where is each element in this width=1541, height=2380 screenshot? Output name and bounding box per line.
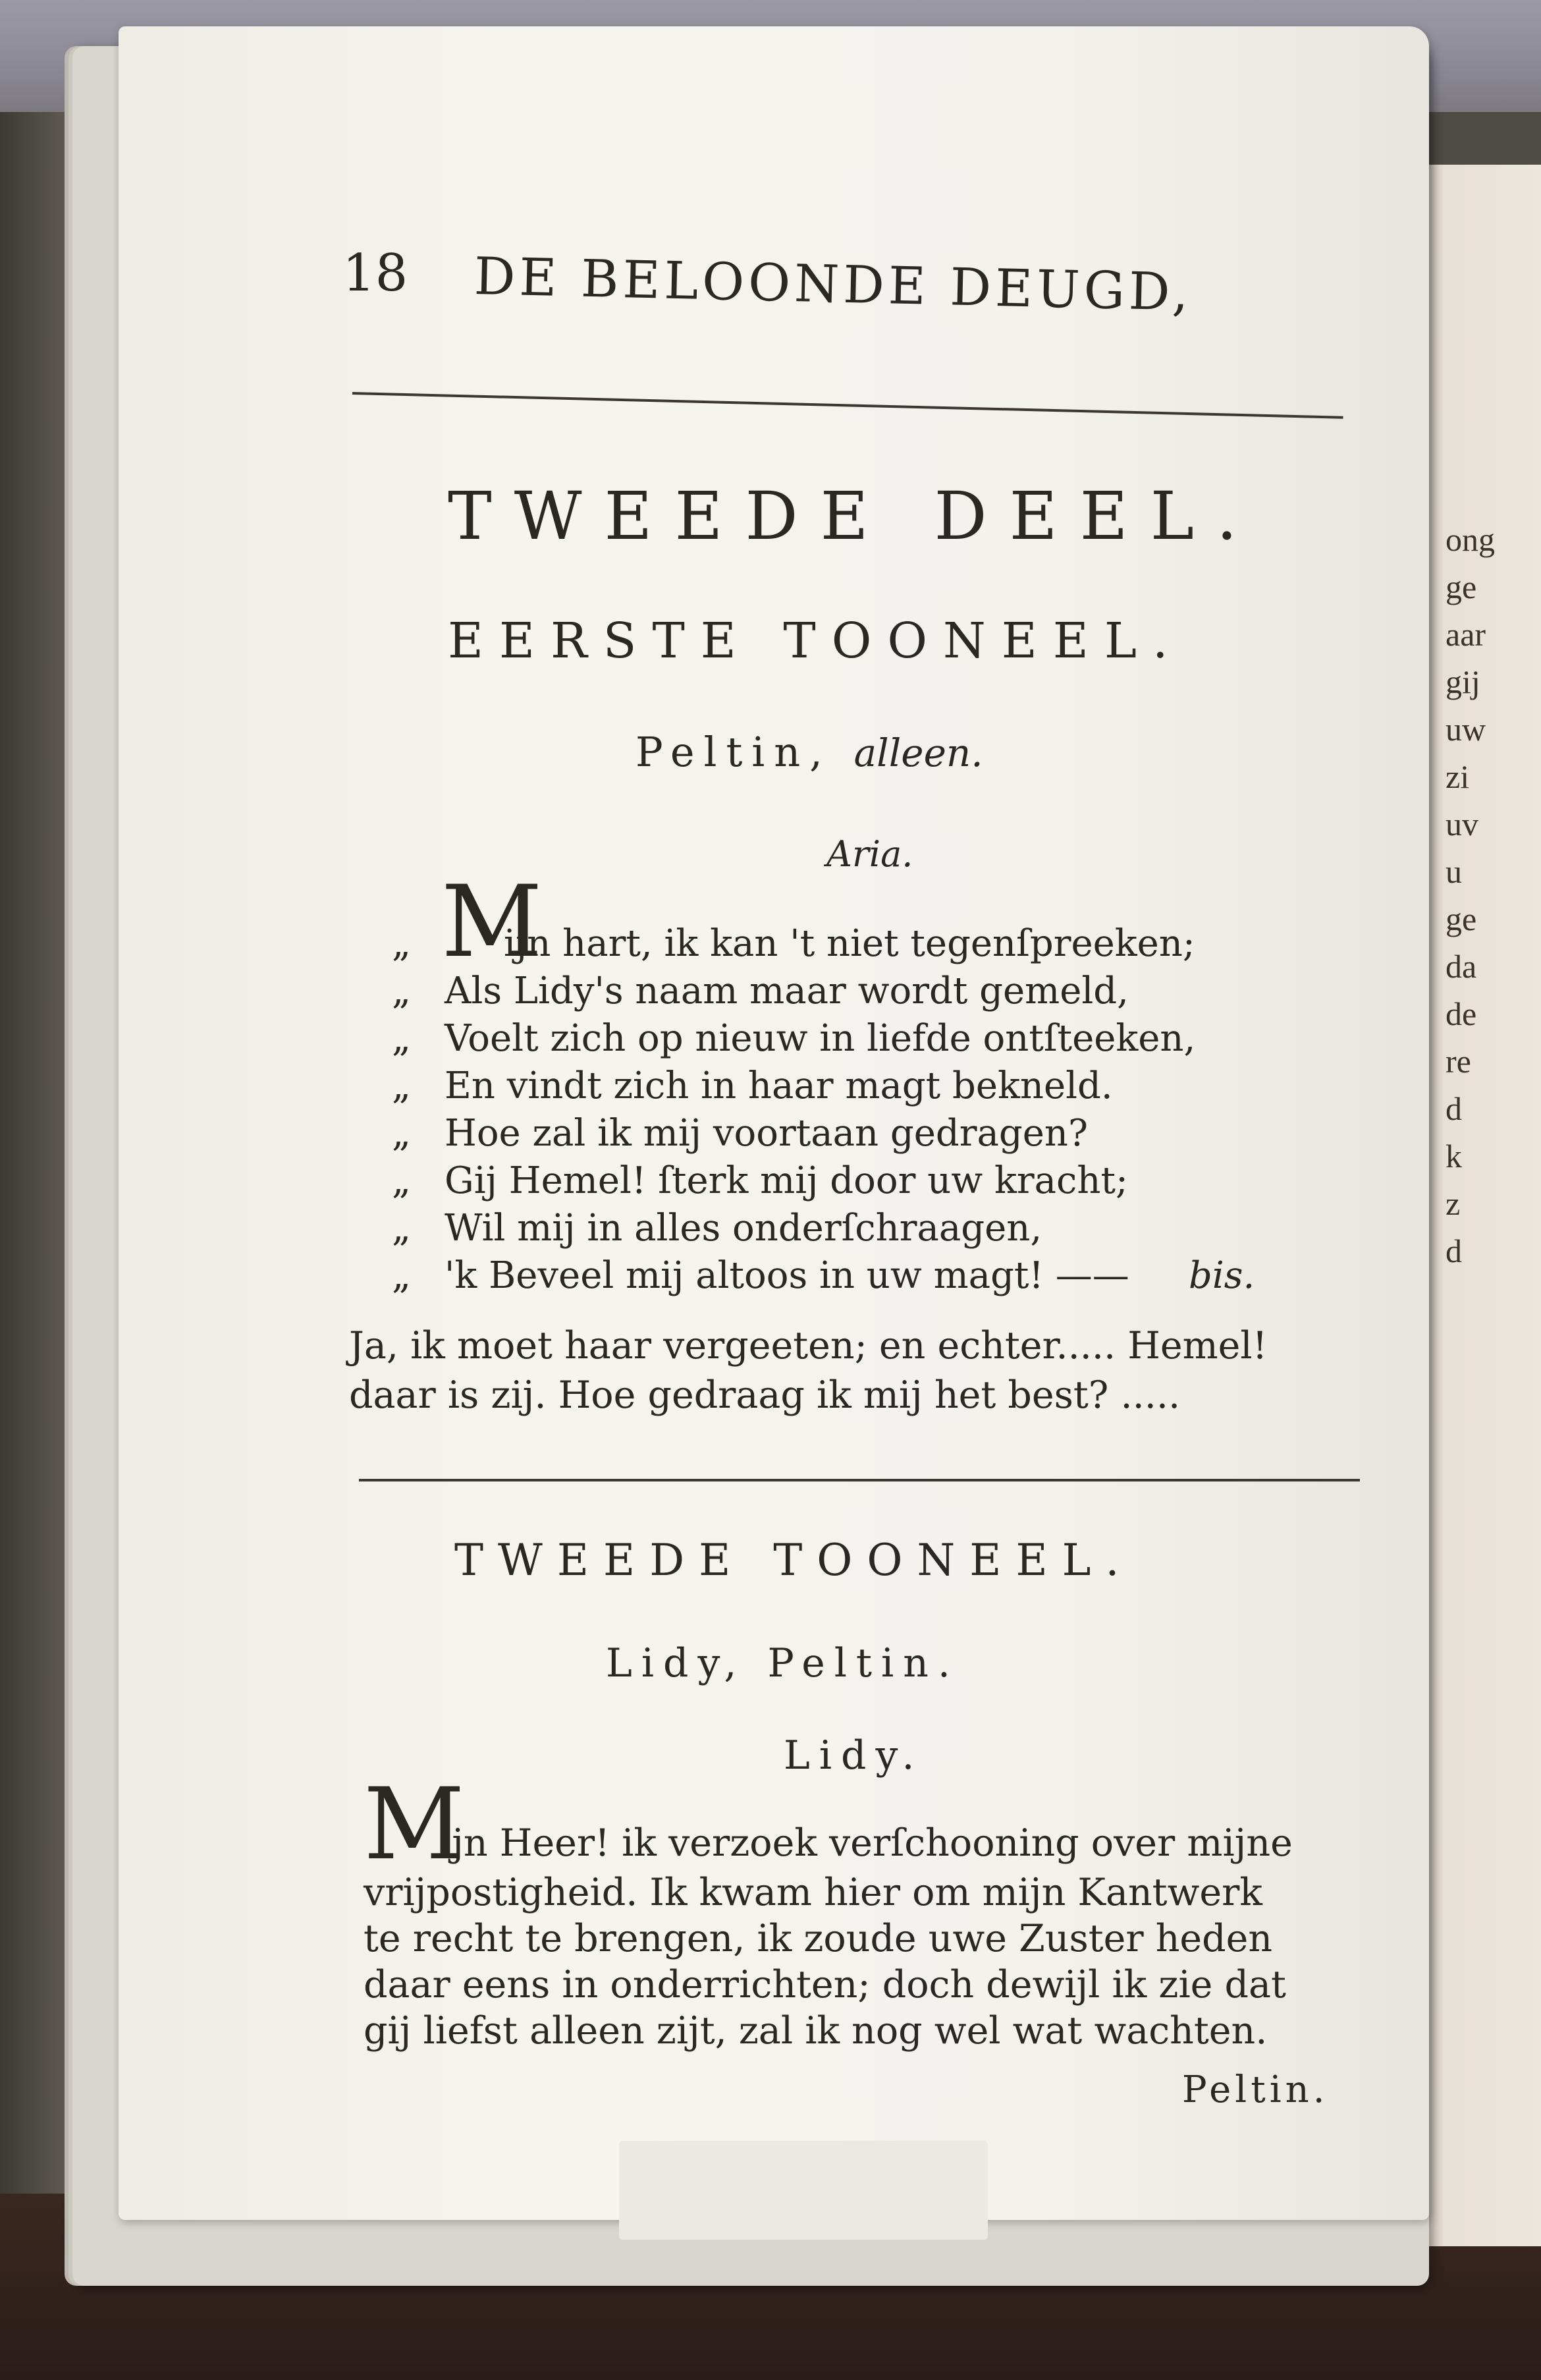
facing-page-fragment: re: [1446, 1043, 1471, 1080]
scene-divider: [359, 1479, 1360, 1481]
scene-title: TWEEDE TOONEEL.: [454, 1535, 1134, 1586]
facing-page-fragment: ge: [1446, 900, 1477, 937]
facing-page-fragment: k: [1446, 1138, 1462, 1175]
facing-page: [1419, 165, 1541, 2246]
redaction-block: [619, 2141, 988, 2240]
prose-line: daar is zij. Hoe gedraag ik mij het best? .....: [349, 1373, 1181, 1417]
verse-line: „ Voelt zich op nieuw in liefde ontſteeken,: [392, 1017, 1196, 1060]
verse-line: „ Als Lidy's naam maar wordt gemeld,: [392, 970, 1129, 1012]
prose-line: vrijpostigheid. Ik kwam hier om mijn Kantwerk: [364, 1871, 1262, 1914]
facing-page-fragment: d: [1446, 1232, 1462, 1269]
prose-line: Ja, ik moet haar vergeeten; en echter..... Hemel!: [349, 1324, 1268, 1368]
speaker-heading: [635, 728, 983, 776]
speaker-heading: Lidy.: [784, 1732, 924, 1779]
next-speaker: Peltin.: [1182, 2068, 1329, 2111]
prose-line: daar eens in onderrichten; doch dewijl ik zie dat: [364, 1963, 1286, 2006]
facing-page-fragment: zi: [1446, 758, 1470, 795]
speaker-note: alleen.: [853, 731, 983, 775]
verse-line: „ En vindt zich in haar magt bekneld.: [392, 1065, 1113, 1107]
facing-page-fragment: u: [1446, 853, 1462, 890]
bis-mark: bis.: [1189, 1254, 1255, 1297]
facing-page-fragment: aar: [1446, 616, 1486, 653]
verse-line: „ Hoe zal ik mij voortaan gedragen?: [392, 1112, 1088, 1155]
page-number: 18: [342, 244, 408, 303]
facing-page-fragment: z: [1446, 1185, 1461, 1222]
verse-line: „ 'k Beveel mij altoos in uw magt! ——: [392, 1254, 1129, 1297]
running-title: DE BELOONDE DEUGD,: [473, 247, 1193, 323]
facing-page-fragment: da: [1446, 948, 1477, 985]
facing-page-fragment: de: [1446, 995, 1477, 1032]
prose-line: te recht te brengen, ik zoude uwe Zuster heden: [364, 1917, 1273, 1960]
scene-speakers: Lidy, Peltin.: [606, 1640, 960, 1686]
verse-line: „ ijn hart, ik kan 't niet tegenſpreeken;: [392, 922, 1195, 965]
scene-title: EERSTE TOONEEL.: [448, 613, 1184, 669]
verse-line: „ Wil mij in alles onderſchraagen,: [392, 1207, 1042, 1250]
facing-page-fragment: ge: [1446, 568, 1477, 605]
part-title: TWEEDE DEEL.: [448, 478, 1260, 555]
prose-line: ijn Heer! ik verzoek verſchooning over mijne: [440, 1821, 1293, 1865]
verse-line: „ Gij Hemel! ſterk mij door uw kracht;: [392, 1159, 1128, 1202]
facing-page-fragment: uv: [1446, 806, 1478, 843]
facing-page-fragment: gij: [1446, 663, 1480, 700]
prose-line: gij liefst alleen zijt, zal ik nog wel wat wachten.: [364, 2009, 1268, 2053]
drop-cap: M: [364, 1767, 465, 1882]
aria-label: Aria.: [826, 833, 913, 875]
facing-page-fragment: d: [1446, 1090, 1462, 1127]
facing-page-fragment: ong: [1446, 521, 1495, 558]
drop-cap: M: [441, 865, 543, 980]
speaker-name: Peltin,: [635, 728, 832, 776]
facing-page-fragment: uw: [1446, 711, 1486, 748]
